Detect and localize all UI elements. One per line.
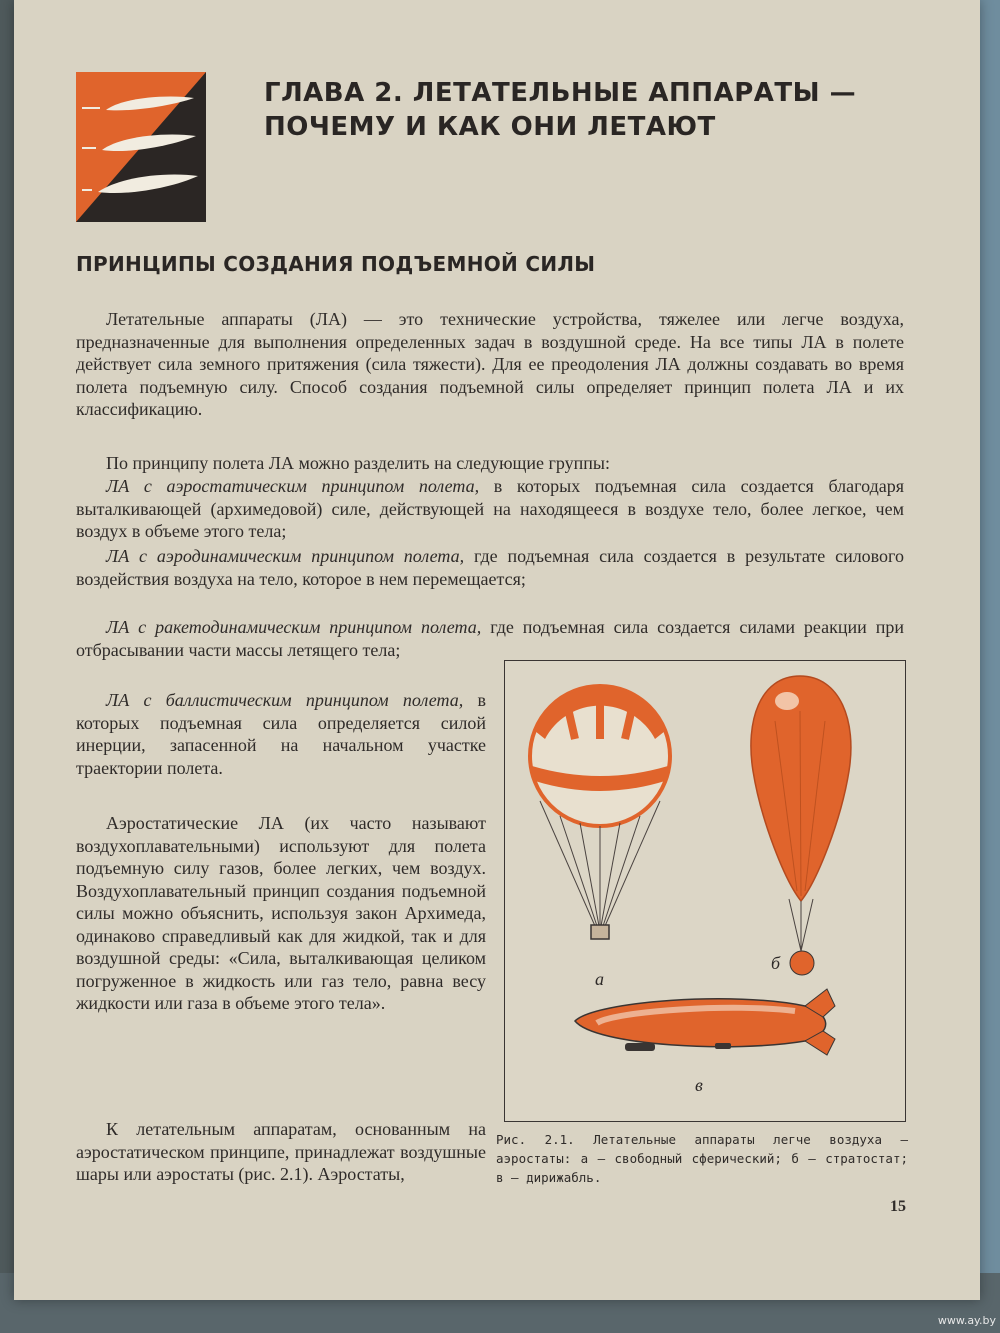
label-c: в (695, 1075, 703, 1095)
term-aerodynamic: ЛА с аэродинамическим принципом полета, (106, 546, 465, 566)
paragraph-aerodynamic (76, 545, 904, 590)
figure-aerostats (504, 660, 906, 1122)
paragraph-ballistic (76, 689, 486, 779)
term-rocket: ЛА с ракетодинамическим принципом полета, (106, 617, 482, 637)
page-number: 15 (890, 1198, 906, 1215)
chapter-title-line1: ГЛАВА 2. ЛЕТАТЕЛЬНЫЕ АППАРАТЫ — (264, 78, 857, 108)
text-rocket: где подъемная сила создается силами реакции при отбрасывании части массы летящего тела; (76, 617, 904, 660)
chapter-title (264, 76, 914, 144)
paragraph-definition: Летательные аппараты (ЛА) — это технические устройства, тяжелее или легче воздуха, предназначенные для выполнения определенных задач в воздушной среде. На все типы ЛА в полете действует сила земного притяжения (сила тяжести). Для ее преодоления ЛА должны создавать во время полета подъемную силу. Способ создания подъемной силы определяет принцип полета ЛА и их классификацию. (76, 309, 904, 419)
watermark: www.ay.by (937, 1314, 996, 1327)
paragraph-groups-intro: По принципу полета ЛА можно разделить на следующие группы: (106, 453, 611, 473)
text-aerodynamic: где подъемная сила создается в результате силового воздействия воздуха на тело, которое в нем перемещается; (76, 546, 904, 589)
free-balloon-illustration (530, 686, 670, 939)
figure-caption: Рис. 2.1. Летательные аппараты легче воздуха — аэростаты: а — свободный сферический; б — стратостат; в — дирижабль. (496, 1132, 908, 1185)
paragraph-aerostatic (76, 475, 904, 543)
paragraph-rocket (76, 616, 904, 661)
paragraph-balloons: К летательным аппаратам, основанным на аэростатическом принципе, принадлежат воздушные шары или аэростаты (рис. 2.1). Аэростаты, (76, 1119, 486, 1184)
label-a: а (595, 969, 604, 989)
book-page (14, 0, 980, 1300)
airfoil-icon (76, 72, 206, 222)
label-b: б (771, 953, 781, 973)
paragraph-archimedes: Аэростатические ЛА (их часто называют воздухоплавательными) используют для полета подъемную силу газов, более легких, чем воздух. Воздухоплавательный принцип создания подъемной силы можно объяснить, используя закон Архимеда, одинаково справедливый как для жидкой, так и для воздушной среды: «Сила, выталкивающая целиком погруженное в жидкость или газ тело, равна весу жидкости или газа в объеме этого тела». (76, 813, 486, 1013)
figure-illustration (505, 661, 905, 1121)
dirigible-illustration (575, 989, 835, 1055)
term-aerostatic: ЛА с аэростатическим принципом полета, (106, 476, 480, 496)
text-ballistic: в которых подъемная сила определяется силой инерции, запасенной на начальном участке траектории полета. (76, 690, 487, 778)
chapter-title-line2: ПОЧЕМУ И КАК ОНИ ЛЕТАЮТ (264, 112, 716, 142)
term-ballistic: ЛА с баллистическим принципом полета, (106, 690, 464, 710)
stratostat-illustration (751, 676, 851, 975)
section-title: ПРИНЦИПЫ СОЗДАНИЯ ПОДЪЕМНОЙ СИЛЫ (76, 252, 596, 276)
text-aerostatic: в которых подъемная сила создается благодаря выталкивающей (архимедовой) силе, действующей на находящееся в воздухе тело, более легкое, чем воздух в объеме этого тела; (76, 476, 904, 541)
